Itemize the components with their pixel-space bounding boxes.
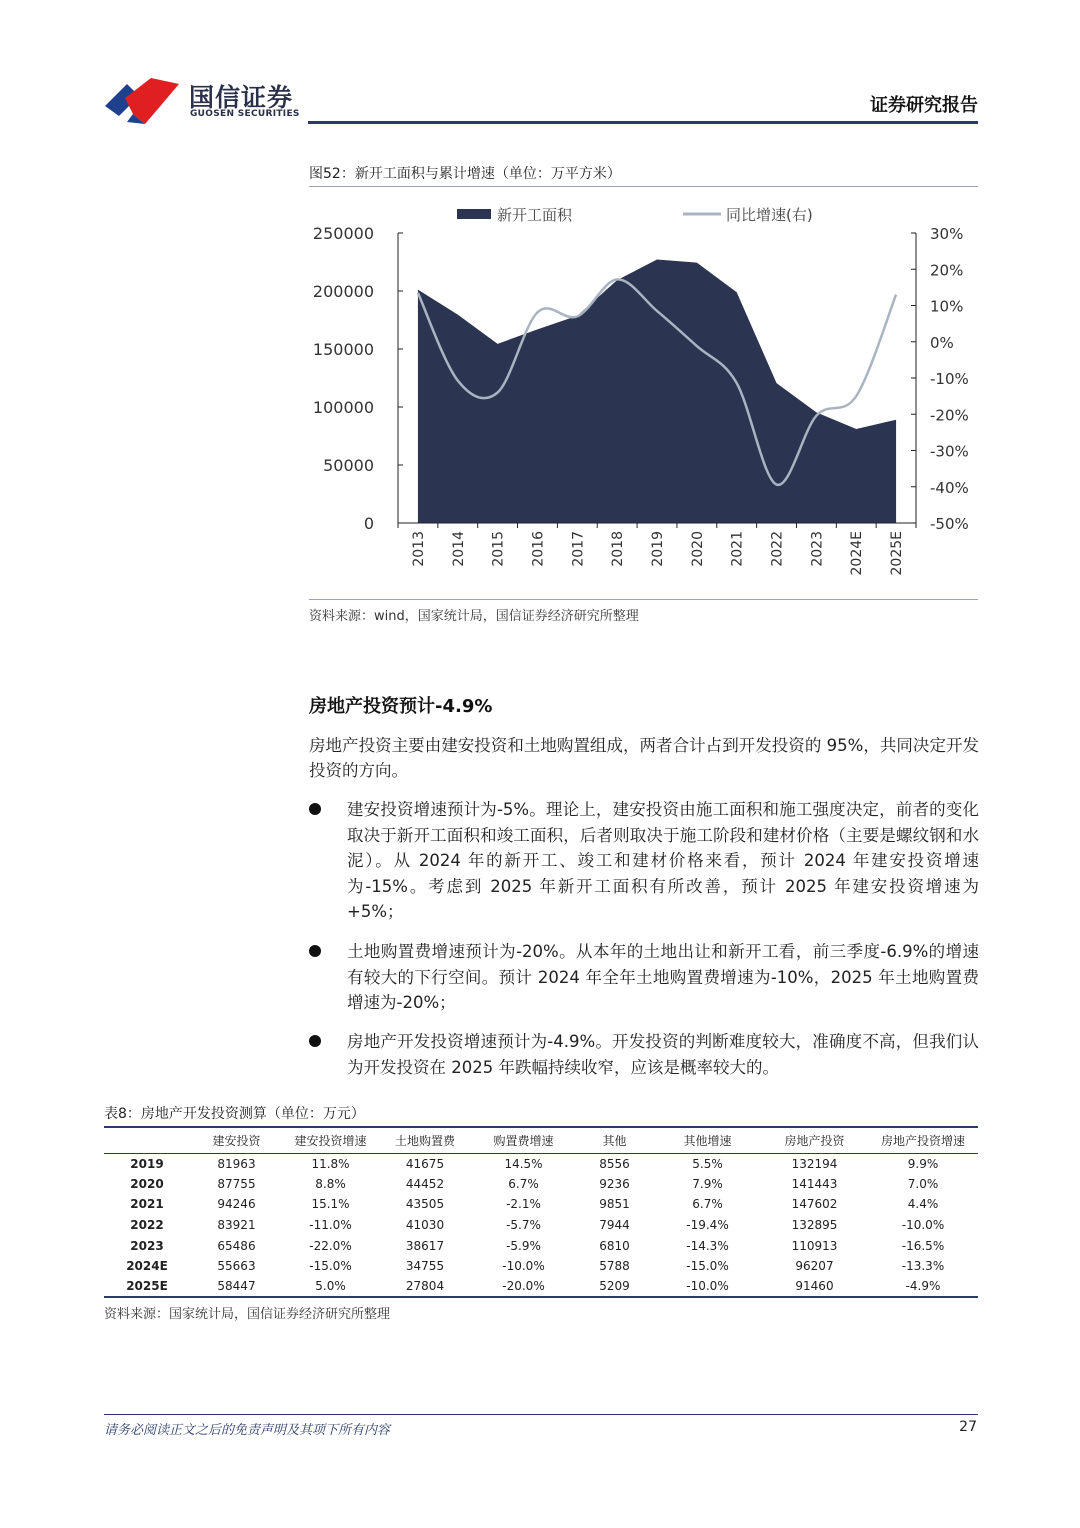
- y-right-tick-label: 30%: [930, 225, 964, 243]
- x-tick-label: 2015: [490, 531, 507, 567]
- table-cell: 65486: [217, 1238, 256, 1253]
- table-cell: 2022: [130, 1218, 164, 1233]
- logo-name-cn: 国信证券: [189, 83, 294, 112]
- table-row: [104, 1215, 978, 1236]
- y-right-tick-label: 20%: [930, 261, 964, 280]
- logo-mark-icon: [105, 76, 185, 126]
- table-row: [104, 1174, 978, 1195]
- table-header-cell: 建安投资: [190, 1127, 283, 1153]
- table-header-row: [104, 1127, 978, 1153]
- table-cell: 5209: [575, 1277, 654, 1298]
- table-cell: -5.7%: [506, 1218, 541, 1233]
- x-tick-label: 2017: [570, 531, 587, 567]
- table-cell: -22.0%: [309, 1238, 352, 1253]
- y-left-tick-label: 50000: [323, 456, 374, 475]
- table-cell: -11.0%: [309, 1218, 352, 1233]
- table-cell: 7.9%: [692, 1176, 723, 1191]
- table-cell: 27804: [378, 1277, 472, 1298]
- company-logo: [105, 76, 305, 126]
- table-cell: 34755: [405, 1259, 445, 1274]
- table-cell: 55663: [217, 1259, 256, 1274]
- table-row: [104, 1235, 978, 1256]
- table-cell: 38617: [405, 1238, 445, 1253]
- footer-disclaimer: 请务必阅读正文之后的免责声明及其项下所有内容: [104, 1423, 391, 1438]
- table-cell: -16.5%: [901, 1238, 945, 1253]
- table-cell: 14.5%: [504, 1156, 543, 1171]
- table-cell: 6.7%: [692, 1197, 723, 1212]
- table-cell: 87755: [217, 1176, 256, 1191]
- table-cell: 96207: [795, 1259, 834, 1274]
- investment-estimate-table: [104, 1126, 978, 1298]
- legend-label-area: 新开工面积: [497, 206, 573, 224]
- x-tick-label: 2022: [769, 531, 786, 567]
- bullet-dot-icon: [309, 803, 321, 815]
- table-cell: -5.9%: [506, 1238, 541, 1253]
- table-row: [104, 1256, 978, 1277]
- table-cell: -20.0%: [472, 1277, 575, 1298]
- table-cell: 41030: [405, 1218, 445, 1233]
- table-row: [104, 1194, 978, 1215]
- y-left-tick-label: 150000: [312, 340, 374, 359]
- logo-name-en: GUOSEN SECURITIES: [190, 109, 300, 119]
- bullet-item: 房地产开发投资增速预计为-4.9%。开发投资的判断难度较大，准确度不高，但我们认为开发投资在 2025 年跌幅持续收窄，应该是概率较大的。: [347, 1032, 979, 1077]
- x-tick-label: 2016: [530, 531, 547, 567]
- y-left-tick-label: 200000: [312, 282, 374, 301]
- table-cell: 58447: [190, 1277, 283, 1298]
- table-cell: 132895: [791, 1218, 838, 1233]
- table-cell: 147602: [791, 1197, 838, 1212]
- new-starts-area-chart: [309, 192, 978, 596]
- table-header-cell: 房地产投资: [761, 1127, 868, 1153]
- table-cell: 110913: [791, 1238, 838, 1253]
- table-cell: 44452: [405, 1176, 445, 1191]
- table-cell: 7944: [599, 1218, 630, 1233]
- x-tick-label: 2024E: [849, 531, 866, 576]
- table-cell: 6.7%: [508, 1176, 539, 1191]
- table-header-cell: [104, 1127, 190, 1153]
- table-cell: 9236: [599, 1176, 630, 1191]
- y-right-tick-label: -20%: [930, 406, 969, 425]
- table-cell: -13.3%: [901, 1259, 945, 1274]
- y-right-tick-label: -10%: [930, 370, 969, 388]
- x-tick-label: 2019: [650, 531, 666, 567]
- table-cell: 11.8%: [311, 1156, 350, 1171]
- y-left-tick-label: 250000: [312, 224, 374, 243]
- section-title: 房地产投资预计-4.9%: [309, 696, 493, 717]
- x-tick-label: 2020: [689, 531, 706, 567]
- table-cell: -2.1%: [506, 1197, 541, 1212]
- table-cell: 4.4%: [907, 1197, 939, 1212]
- table-cell: -14.3%: [686, 1238, 729, 1253]
- table-cell: 9851: [599, 1197, 630, 1212]
- y-right-tick-label: -40%: [930, 478, 969, 497]
- y-left-tick-label: 0: [363, 514, 374, 533]
- table-cell: 81963: [217, 1156, 256, 1171]
- table-cell: 2025E: [104, 1277, 190, 1298]
- table-cell: 5.0%: [283, 1277, 378, 1298]
- figure-source: 资料来源：wind，国家统计局，国信证券经济研究所整理: [309, 609, 639, 624]
- y-right-tick-label: 0%: [930, 333, 954, 352]
- table-cell: -10.0%: [901, 1218, 945, 1233]
- bullet-dot-icon: [309, 945, 321, 957]
- table-source: 资料来源：国家统计局，国信证券经济研究所整理: [104, 1307, 391, 1322]
- x-tick-label: 2023: [809, 531, 826, 567]
- table-cell: -4.9%: [868, 1277, 978, 1298]
- legend-swatch-area: [457, 209, 491, 219]
- table-cell: 41675: [405, 1156, 445, 1171]
- y-right-tick-label: -30%: [930, 442, 969, 461]
- table-header-cell: 土地购置费: [378, 1127, 472, 1153]
- table-cell: 91460: [761, 1277, 868, 1298]
- x-tick-label: 2018: [610, 531, 627, 567]
- bullet-item: 建安投资增速预计为-5%。理论上，建安投资由施工面积和施工强度决定，前者的变化取决于新开工面积和竣工面积，后者则取决于施工阶段和建材价格（主要是螺纹钢和水泥）。从 2024 年的新开工、竣工和建材价格来看，预计 2024 年建安投资增速为-15%。考虑到 2025 年新开工面积有所改善，预计 2025 年建安投资增速为+5%；: [347, 800, 979, 921]
- table-cell: 83921: [217, 1218, 256, 1233]
- table-cell: 5.5%: [692, 1156, 723, 1171]
- table-row: [104, 1277, 978, 1298]
- table-row: [104, 1153, 978, 1174]
- header-divider: [308, 121, 978, 124]
- y-right-tick-label: -50%: [930, 515, 969, 533]
- table-cell: 132194: [791, 1156, 838, 1171]
- report-type-label: 证券研究报告: [870, 95, 978, 116]
- footer-divider: [104, 1414, 978, 1415]
- table-cell: 8556: [599, 1156, 630, 1171]
- figure-caption: 图52：新开工面积与累计增速（单位：万平方米）: [309, 166, 621, 182]
- table-cell: 6810: [599, 1238, 630, 1253]
- table-header-cell: 其他增速: [654, 1127, 761, 1153]
- table-caption: 表8：房地产开发投资测算（单位：万元）: [104, 1106, 365, 1122]
- x-tick-label: 2014: [450, 531, 467, 567]
- table-cell: 2020: [130, 1176, 164, 1191]
- table-cell: 9.9%: [907, 1156, 939, 1171]
- x-tick-label: 2021: [729, 531, 746, 567]
- table-cell: 94246: [217, 1197, 256, 1212]
- intro-paragraph: 房地产投资主要由建安投资和土地购置组成，两者合计占到开发投资的 95%，共同决定开发投资的方向。: [309, 736, 979, 780]
- page-number: 27: [959, 1419, 977, 1435]
- table-cell: -10.0%: [502, 1259, 545, 1274]
- table-cell: 8.8%: [315, 1176, 346, 1191]
- table-cell: 2024E: [126, 1259, 168, 1274]
- x-tick-label: 2013: [410, 531, 427, 567]
- bullet-dot-icon: [309, 1035, 321, 1047]
- legend-label-line: 同比增速(右): [726, 206, 813, 224]
- table-cell: 15.1%: [311, 1197, 350, 1212]
- table-header-cell: 建安投资增速: [283, 1127, 378, 1153]
- table-cell: 7.0%: [907, 1176, 939, 1191]
- table-cell: 2021: [130, 1197, 164, 1212]
- table-cell: 2019: [130, 1156, 164, 1171]
- table-cell: -19.4%: [686, 1218, 729, 1233]
- table-cell: -15.0%: [309, 1259, 352, 1274]
- table-header-cell: 其他: [575, 1127, 654, 1153]
- table-cell: -15.0%: [686, 1259, 729, 1274]
- table-cell: 141443: [791, 1176, 838, 1191]
- table-cell: 5788: [599, 1259, 630, 1274]
- figure-bottom-rule: [309, 599, 978, 600]
- table-cell: -10.0%: [654, 1277, 761, 1298]
- y-left-tick-label: 100000: [312, 398, 374, 417]
- table-cell: 43505: [405, 1197, 445, 1212]
- figure-top-rule: [309, 186, 978, 187]
- table-header-cell: 购置费增速: [472, 1127, 575, 1153]
- y-right-tick-label: 10%: [930, 297, 964, 316]
- table-header-cell: 房地产投资增速: [868, 1127, 978, 1153]
- table-cell: 2023: [130, 1238, 164, 1253]
- bullet-item: 土地购置费增速预计为-20%。从本年的土地出让和新开工看，前三季度-6.9%的增速有较大的下行空间。预计 2024 年全年土地购置费增速为-10%，2025 年土地购置费增速为-20%；: [347, 942, 979, 1012]
- x-tick-label: 2025E: [889, 531, 906, 576]
- series-area-new-starts: [418, 260, 896, 523]
